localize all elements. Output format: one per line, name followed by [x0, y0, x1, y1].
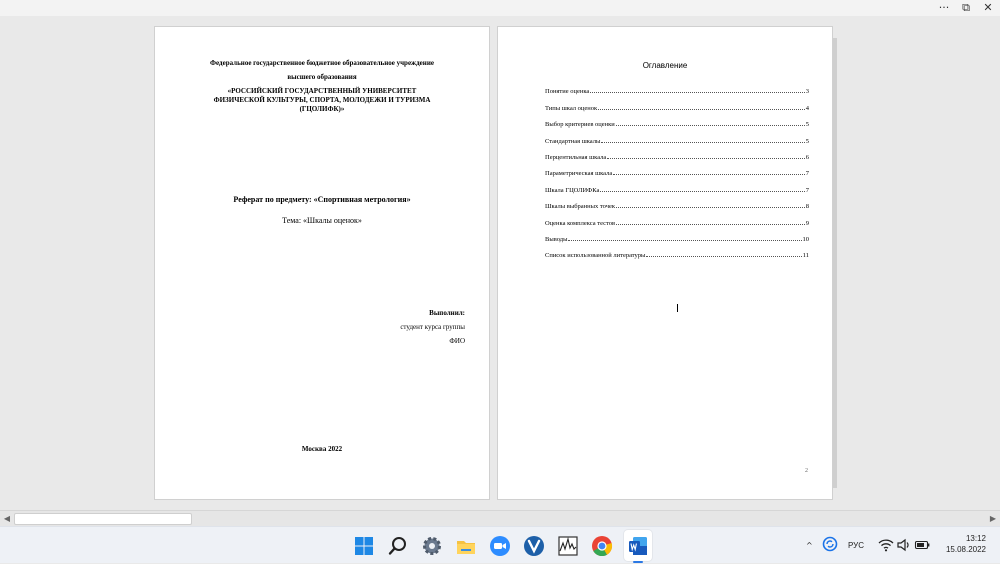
toc-entry[interactable]: [545, 112, 809, 128]
toc-entry[interactable]: [545, 227, 809, 243]
toc-entry-label: Выводы: [545, 235, 568, 243]
toc-entry-page: 10: [802, 235, 809, 243]
system-clock[interactable]: [946, 533, 986, 555]
toc-entry-page: 11: [802, 252, 809, 260]
toc-entry-label: Перцентильная шкала: [545, 153, 607, 161]
topic-line: Тема: «Шкалы оценок»: [282, 216, 362, 225]
toc-entry-label: Понятие оценка: [545, 88, 590, 96]
wifi-icon[interactable]: [878, 537, 894, 553]
toc-entry[interactable]: [545, 128, 809, 144]
toc-entry-page: 7: [805, 186, 809, 194]
title-page[interactable]: [154, 26, 490, 500]
org-line2: высшего образования: [287, 73, 357, 81]
toc-entry-label: Выбор критериев оценки: [545, 121, 615, 129]
toc-entry[interactable]: [545, 243, 809, 259]
file-explorer-icon[interactable]: [455, 535, 477, 557]
toc-entry-label: Шкалы выбранных точек: [545, 203, 616, 211]
close-window-icon[interactable]: ✕: [983, 1, 993, 14]
tray-chevron-icon[interactable]: ^: [806, 541, 813, 550]
toc-entry-page: 4: [805, 104, 809, 112]
chrome-icon[interactable]: [591, 535, 613, 557]
toc-entry-page: 3: [805, 88, 809, 96]
window-titlebar: [0, 0, 1000, 16]
toc-entry-label: Типы шкал оценок: [545, 104, 598, 112]
toc-entry[interactable]: [545, 161, 809, 177]
more-options-icon[interactable]: ···: [938, 1, 950, 14]
toc-entry[interactable]: [545, 177, 809, 193]
org-line1: Федеральное государственное бюджетное образовательное учреждение: [210, 59, 434, 67]
done-by-label: Выполнил:: [429, 309, 465, 317]
horizontal-scrollbar[interactable]: [0, 510, 1000, 526]
university-line3: (ГЦОЛИФК)»: [299, 105, 345, 113]
toc-title: Оглавление: [642, 61, 688, 70]
zoom-icon[interactable]: [489, 535, 511, 557]
search-icon[interactable]: [387, 535, 409, 557]
fio-line: ФИО: [449, 337, 465, 345]
toc-entry[interactable]: [545, 210, 809, 226]
next-page-edge: [833, 38, 837, 488]
word-icon[interactable]: [627, 535, 649, 557]
toc-entry[interactable]: [545, 95, 809, 111]
page-number: 2: [805, 468, 808, 474]
settings-gear-icon[interactable]: [421, 535, 443, 557]
restore-window-icon[interactable]: ⧉: [962, 1, 970, 14]
taskbar: [0, 526, 1000, 563]
volume-icon[interactable]: [896, 537, 912, 553]
city-year: Москва 2022: [301, 445, 343, 453]
toc-entry[interactable]: [545, 145, 809, 161]
windows-start-icon[interactable]: [353, 535, 375, 557]
university-line2: ФИЗИЧЕСКОЙ КУЛЬТУРЫ, СПОРТА, МОЛОДЕЖИ И ТУРИЗМА: [213, 96, 431, 104]
toc-entry-page: 6: [805, 153, 809, 161]
toc-entry-label: Оценка комплекса тестов: [545, 219, 616, 227]
toc-entry-label: Список использованной литературы: [545, 252, 646, 260]
table-of-contents: [545, 79, 809, 259]
vivaldi-icon[interactable]: [523, 535, 545, 557]
toc-entry-label: Параметрическая шкала: [545, 170, 613, 178]
sync-icon[interactable]: [822, 536, 838, 552]
clock-date: 15.08.2022: [945, 545, 986, 554]
scrollbar-thumb[interactable]: [14, 513, 192, 525]
toc-entry[interactable]: [545, 194, 809, 210]
toc-entry-page: 5: [805, 121, 809, 129]
performance-monitor-icon[interactable]: [557, 535, 579, 557]
toc-entry-page: 7: [805, 170, 809, 178]
toc-entry[interactable]: [545, 79, 809, 95]
battery-icon[interactable]: [914, 537, 930, 553]
toc-entry-label: Шкала ГЦОЛИФКа: [545, 186, 600, 194]
scroll-left-icon[interactable]: ◀: [3, 514, 11, 523]
language-indicator[interactable]: РУС: [848, 541, 865, 550]
clock-time: 13:12: [965, 534, 986, 543]
toc-entry-page: 5: [805, 137, 809, 145]
scroll-right-icon[interactable]: ▶: [989, 514, 997, 523]
toc-entry-label: Стандартная шкалы: [545, 137, 601, 145]
document-workspace[interactable]: [0, 16, 1000, 510]
university-line1: «РОССИЙСКИЙ ГОСУДАРСТВЕННЫЙ УНИВЕРСИТЕТ: [227, 87, 417, 95]
subject-heading: Реферат по предмету: «Спортивная метрология»: [233, 195, 411, 204]
toc-page[interactable]: [497, 26, 833, 500]
student-line: студент курса группы: [400, 323, 465, 331]
toc-entry-page: 9: [805, 219, 809, 227]
text-cursor: [677, 304, 678, 312]
toc-entry-page: 8: [805, 203, 809, 211]
